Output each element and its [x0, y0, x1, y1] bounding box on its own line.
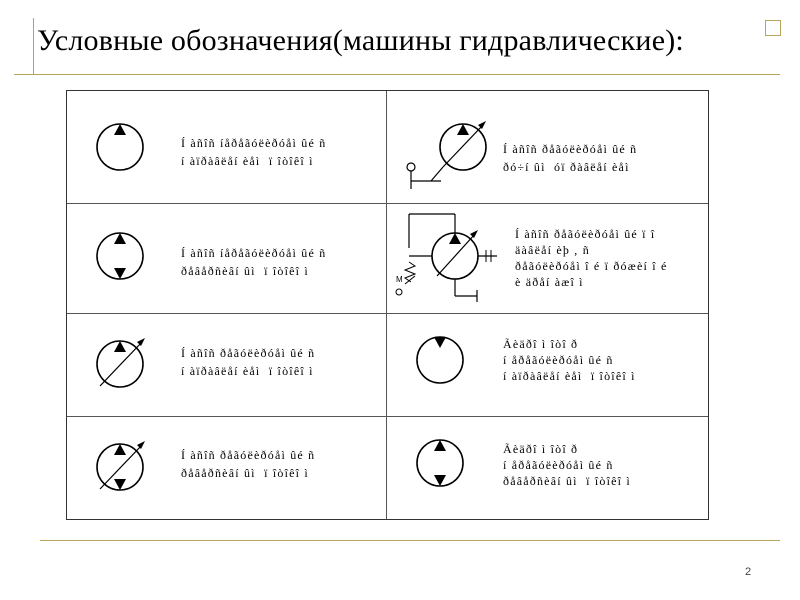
cell-text-line: Í àñîñ ðåãóëèðóåì ûé ï î: [515, 227, 656, 241]
table-cell: [67, 417, 386, 519]
symbols-table: [66, 90, 709, 520]
pump-manual-control-symbol: [395, 109, 495, 197]
hydraulic-motor-symbol: [410, 330, 470, 390]
cell-text-line: Í àñîñ íåðåãóëèðóåì ûé ñ: [181, 136, 327, 150]
cell-text-line: ðåâåðñèâí ûì ï îòîêî ì: [181, 264, 309, 278]
pump-regulated-symbol: [90, 332, 154, 396]
cell-text-line: í àïðàâëåí èåì ï îòîêî ì: [503, 369, 636, 383]
corner-square-decoration: [765, 20, 781, 36]
cell-text-line: í åðåãóëèðóåì ûé ñ: [503, 458, 614, 472]
cell-text-line: í àïðàâëåí èåì ï îòîêî ì: [181, 364, 314, 378]
cell-text-line: ðåâåðñèâí ûì ï îòîêî ì: [503, 474, 631, 488]
table-cell: [67, 204, 386, 313]
cell-text-line: Í àñîñ íåðåãóëèðóåì ûé ñ: [181, 246, 327, 260]
cell-text-line: Ãèäðî ì îòî ð: [503, 442, 579, 456]
cell-text-line: í àïðàâëåí èåì ï îòîêî ì: [181, 154, 314, 168]
cell-text-line: è äðåí àæî ì: [515, 275, 584, 289]
cell-text-line: Í àñîñ ðåãóëèðóåì ûé ñ: [503, 142, 638, 156]
cell-text-line: ðåâåðñèâí ûì ï îòîêî ì: [181, 466, 309, 480]
title-accent-vertical-line: [33, 18, 34, 74]
page-number: 2: [745, 566, 752, 578]
cell-text-line: Ãèäðî ì îòî ð: [503, 337, 579, 351]
table-cell: [387, 417, 708, 519]
cell-text-line: ðåãóëèðóåì î é ï ðóæèí î é: [515, 259, 668, 273]
table-cell: [387, 204, 708, 313]
cell-text-line: ðó÷í ûì óï ðàâëåí èåì: [503, 160, 630, 174]
cell-text-line: äàâëåí èþ , ñ: [515, 243, 590, 257]
table-cell: [67, 314, 386, 416]
pump-pressure-regulated-symbol: [391, 210, 501, 308]
cell-text-line: í åðåãóëèðóåì ûé ñ: [503, 353, 614, 367]
footer-divider: [40, 540, 780, 541]
cell-text-line: Í àñîñ ðåãóëèðóåì ûé ñ: [181, 448, 316, 462]
table-cell: [387, 91, 708, 203]
table-cell: [387, 314, 708, 416]
pump-regulated-reversible-symbol: [90, 435, 154, 499]
table-cell: [67, 91, 386, 203]
slide-title: Условные обозначения(машины гидравлические):: [37, 24, 684, 57]
cell-text-line: Í àñîñ ðåãóëèðóåì ûé ñ: [181, 346, 316, 360]
hydraulic-motor-reversible-symbol: [410, 433, 470, 493]
pump-unregulated-symbol: [90, 117, 150, 177]
pump-reversible-symbol: [90, 226, 150, 286]
spring-label: M: [396, 275, 403, 284]
title-underline: [14, 74, 780, 75]
